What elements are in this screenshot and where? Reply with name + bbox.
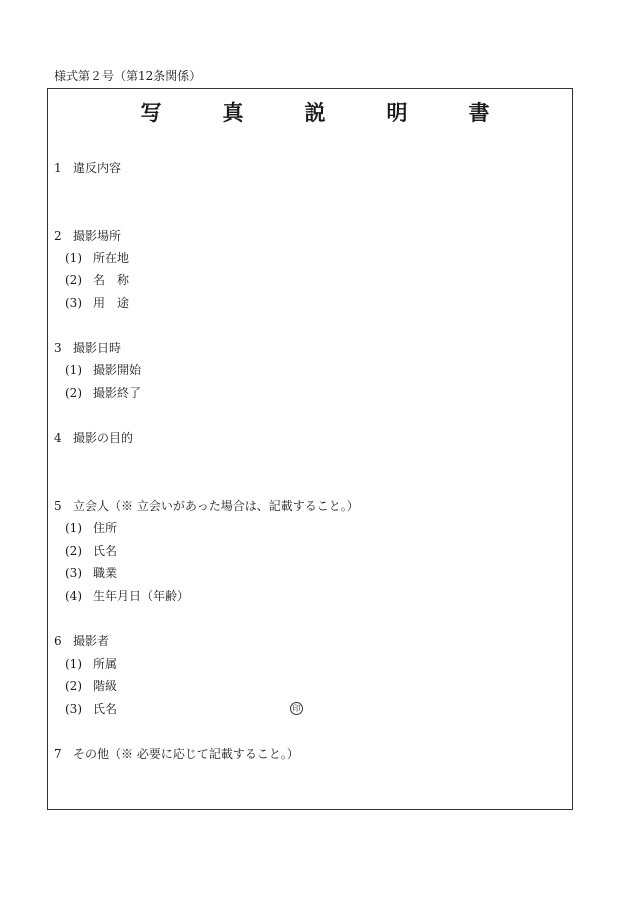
item-label: 氏名 [93, 544, 118, 558]
item-number: (2) [65, 273, 82, 287]
item-affiliation [65, 656, 117, 672]
item-number: (1) [65, 363, 82, 377]
item-number: (3) [65, 702, 82, 716]
item-number: (1) [65, 657, 82, 671]
section-number: 2 [54, 229, 62, 243]
item-number: (4) [65, 589, 82, 603]
item-witness-birthdate [65, 588, 189, 604]
item-number: (2) [65, 386, 82, 400]
item-start [65, 362, 141, 378]
item-label: 階級 [93, 679, 118, 693]
section-5-witness [54, 498, 359, 514]
item-number: (2) [65, 679, 82, 693]
item-label: 所在地 [93, 251, 130, 265]
item-address [65, 250, 129, 266]
section-number: 4 [54, 431, 62, 445]
item-photographer-name [65, 701, 117, 717]
item-rank [65, 678, 117, 694]
section-label: 撮影日時 [73, 341, 122, 355]
section-number: 3 [54, 341, 62, 355]
item-label: 職業 [93, 566, 118, 580]
item-label: 名 称 [93, 273, 130, 287]
section-4-purpose [54, 430, 133, 446]
item-number: (3) [65, 566, 82, 580]
item-label: 撮影終了 [93, 386, 142, 400]
item-use [65, 295, 129, 311]
document-title: 写 真 説 明 書 [140, 101, 510, 125]
form-code: 様式第２号（第12条関係） [54, 69, 202, 83]
section-number: 7 [54, 747, 62, 761]
item-end [65, 385, 141, 401]
section-3-datetime [54, 340, 121, 356]
item-label: 所属 [93, 657, 118, 671]
item-witness-name [65, 543, 117, 559]
item-number: (2) [65, 544, 82, 558]
section-1-violation [54, 160, 121, 176]
section-number: 5 [54, 499, 62, 513]
section-2-location [54, 228, 121, 244]
section-7-other [54, 746, 299, 762]
section-label: 違反内容 [73, 161, 122, 175]
item-number: (1) [65, 251, 82, 265]
seal-mark: 印 [290, 702, 303, 715]
item-label: 氏名 [93, 702, 118, 716]
section-label: 撮影の目的 [73, 431, 134, 445]
item-label: 生年月日（年齢） [93, 589, 190, 603]
section-label: その他（※ 必要に応じて記載すること。） [73, 747, 299, 761]
section-label: 撮影場所 [73, 229, 122, 243]
section-label: 撮影者 [73, 634, 110, 648]
section-number: 6 [54, 634, 62, 648]
item-label: 用 途 [93, 296, 130, 310]
item-label: 撮影開始 [93, 363, 142, 377]
item-witness-occupation [65, 565, 117, 581]
section-label: 立会人（※ 立会いがあった場合は、記載すること。） [73, 499, 359, 513]
item-witness-address [65, 520, 117, 536]
item-number: (1) [65, 521, 82, 535]
item-label: 住所 [93, 521, 118, 535]
item-name [65, 272, 129, 288]
form-frame [47, 88, 573, 810]
section-number: 1 [54, 161, 62, 175]
item-number: (3) [65, 296, 82, 310]
section-6-photographer [54, 633, 109, 649]
